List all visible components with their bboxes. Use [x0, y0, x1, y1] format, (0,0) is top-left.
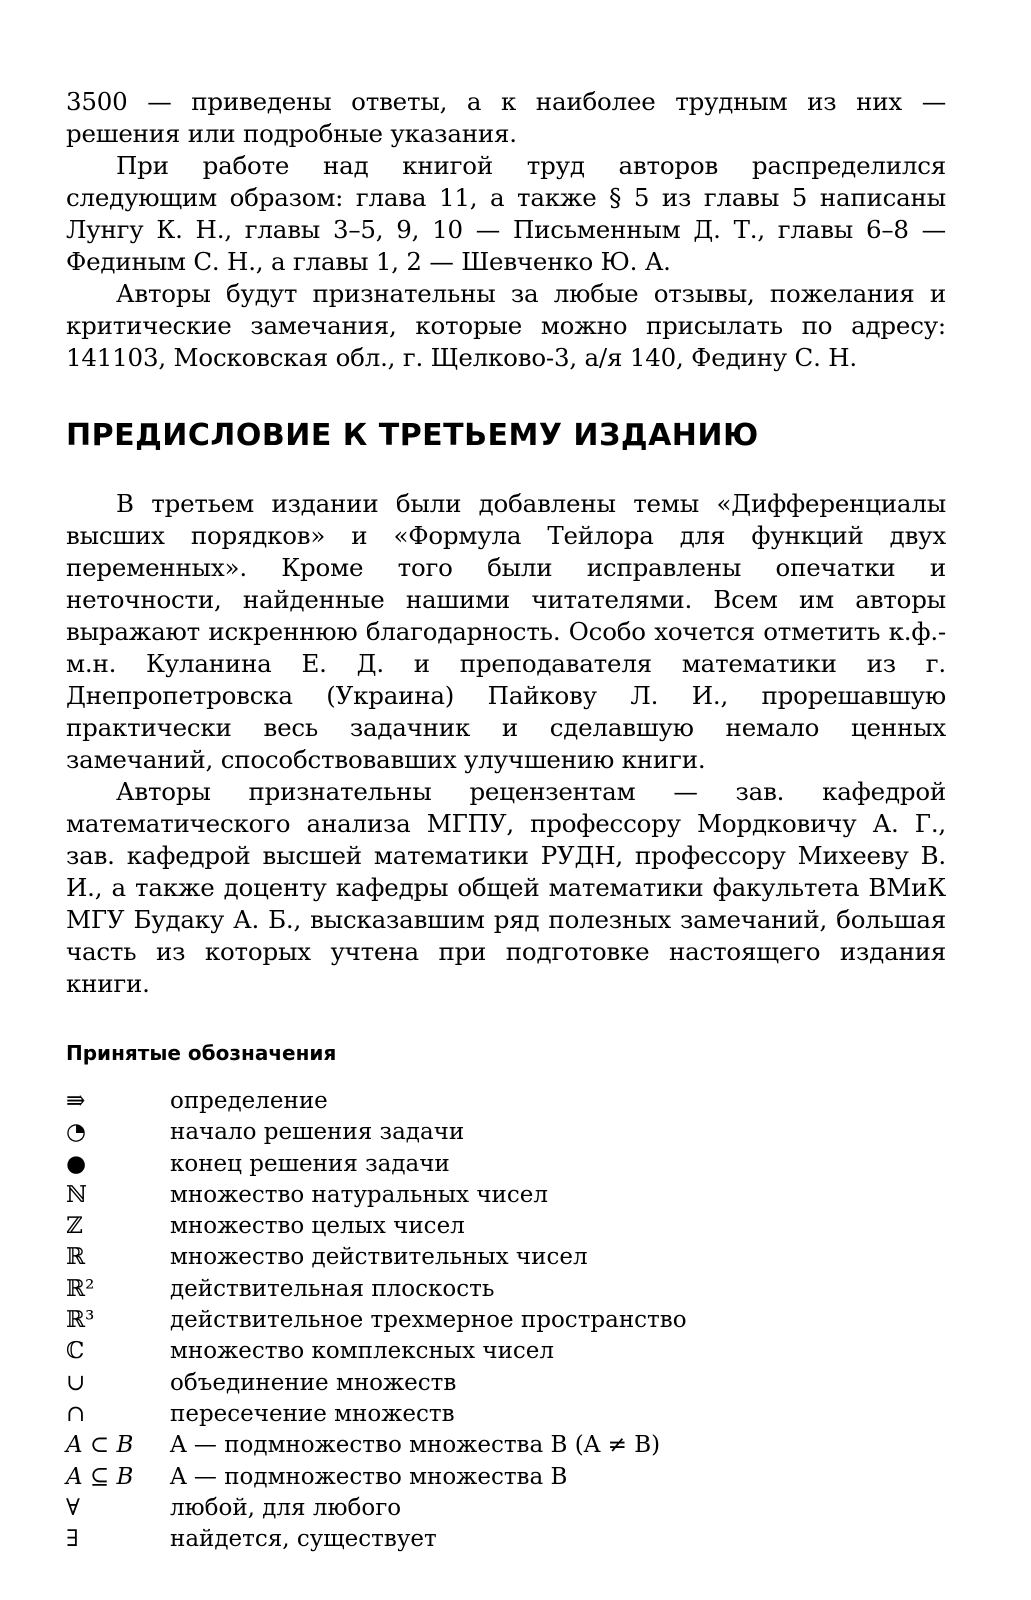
- intro-paragraph-2: При работе над книгой труд авторов распределился следующим образом: глава 11, а также § 5 из главы 5 написаны Лунгу К. Н., главы 3–5, 9, 10 — Письменным Д. Т., главы 6–8 — Фединым С. Н., а главы 1, 2 — Шевченко Ю. А.: [66, 151, 946, 276]
- reals-symbol: ℝ: [66, 1244, 86, 1271]
- intro-paragraph-3: Авторы будут признательны за любые отзывы, пожелания и критические замечания, которые можно присылать по адресу: 141103, Московская обл., г. Щелково-3, а/я 140, Федину С. Н.: [66, 279, 946, 372]
- preface-title: ПРЕДИСЛОВИЕ К ТРЕТЬЕМУ ИЗДАНИЮ: [66, 418, 759, 453]
- notation-description: A — подмножество множества B (A ≠ B): [170, 1432, 661, 1459]
- preface-paragraph-2: Авторы признательны рецензентам — зав. кафедрой математического анализа МГПУ, профессору Мордковичу А. Г., зав. кафедрой высшей математики РУДН, профессору Михееву В. И., а также доценту кафедры общей математики факультета ВМиК МГУ Будаку А. Б., высказавшим ряд полезных замечаний, большая часть из которых учтена при подготовке настоящего издания книги.: [66, 777, 946, 998]
- definition-symbol: ⇛: [66, 1088, 86, 1114]
- notation-description: множество комплексных чисел: [170, 1338, 555, 1365]
- notation-description: определение: [170, 1088, 328, 1114]
- notation-description: множество целых чисел: [170, 1213, 465, 1240]
- notation-row: [66, 1274, 946, 1305]
- notation-description: конец решения задачи: [170, 1150, 450, 1177]
- real-plane-symbol: ℝ²: [66, 1275, 95, 1302]
- notation-description: множество действительных чисел: [170, 1244, 588, 1271]
- solution-start-symbol: ◔: [66, 1119, 87, 1146]
- notation-row: [66, 1462, 946, 1493]
- notation-row: [66, 1180, 946, 1211]
- exists-symbol: ∃: [66, 1526, 79, 1553]
- notation-description: множество натуральных чисел: [170, 1181, 548, 1208]
- notation-description: действительное трехмерное пространство: [170, 1307, 687, 1334]
- notation-list: [66, 1086, 946, 1555]
- notation-description: найдется, существует: [170, 1526, 437, 1553]
- notation-row: [66, 1430, 946, 1461]
- real-space-symbol: ℝ³: [66, 1307, 95, 1334]
- notation-row: [66, 1368, 946, 1399]
- proper-subset-symbol: A ⊂ B: [66, 1432, 134, 1459]
- notation-title: Принятые обозначения: [66, 1041, 337, 1065]
- union-symbol: ∪: [66, 1369, 86, 1396]
- notation-row: [66, 1242, 946, 1273]
- intersection-symbol: ∩: [66, 1400, 86, 1427]
- notation-description: любой, для любого: [170, 1494, 402, 1521]
- solution-end-symbol: ●: [66, 1150, 87, 1177]
- notation-row: [66, 1211, 946, 1242]
- naturals-symbol: ℕ: [66, 1181, 88, 1208]
- notation-description: пересечение множеств: [170, 1400, 455, 1427]
- intro-paragraph-1: 3500 — приведены ответы, а к наиболее трудным из них — решения или подробные указания.: [66, 87, 946, 148]
- integers-symbol: ℤ: [66, 1213, 83, 1240]
- notation-row: [66, 1149, 946, 1180]
- complex-symbol: ℂ: [66, 1338, 85, 1365]
- book-page: [66, 86, 946, 1555]
- for-all-symbol: ∀: [66, 1494, 80, 1521]
- notation-row: [66, 1399, 946, 1430]
- notation-description: действительная плоскость: [170, 1275, 495, 1302]
- notation-row: [66, 1117, 946, 1148]
- notation-description: A — подмножество множества B: [170, 1463, 568, 1490]
- notation-description: объединение множеств: [170, 1369, 457, 1396]
- notation-row: [66, 1493, 946, 1524]
- notation-row: [66, 1524, 946, 1555]
- notation-description: начало решения задачи: [170, 1119, 465, 1146]
- subset-symbol: A ⊆ B: [66, 1463, 134, 1490]
- notation-row: [66, 1086, 946, 1117]
- preface-paragraph-1: В третьем издании были добавлены темы «Дифференциалы высших порядков» и «Формула Тейлора для функций двух переменных». Кроме того были исправлены опечатки и неточности, найденные нашими читателями. Всем им авторы выражают искреннюю благодарность. Особо хочется отметить к.ф.-м.н. Куланина Е. Д. и преподавателя математики из г. Днепропетровска (Украина) Пайкову Л. И., прорешавшую практически весь задачник и сделавшую немало ценных замечаний, способствовавших улучшению книги.: [66, 489, 946, 774]
- notation-row: [66, 1305, 946, 1336]
- notation-row: [66, 1336, 946, 1367]
